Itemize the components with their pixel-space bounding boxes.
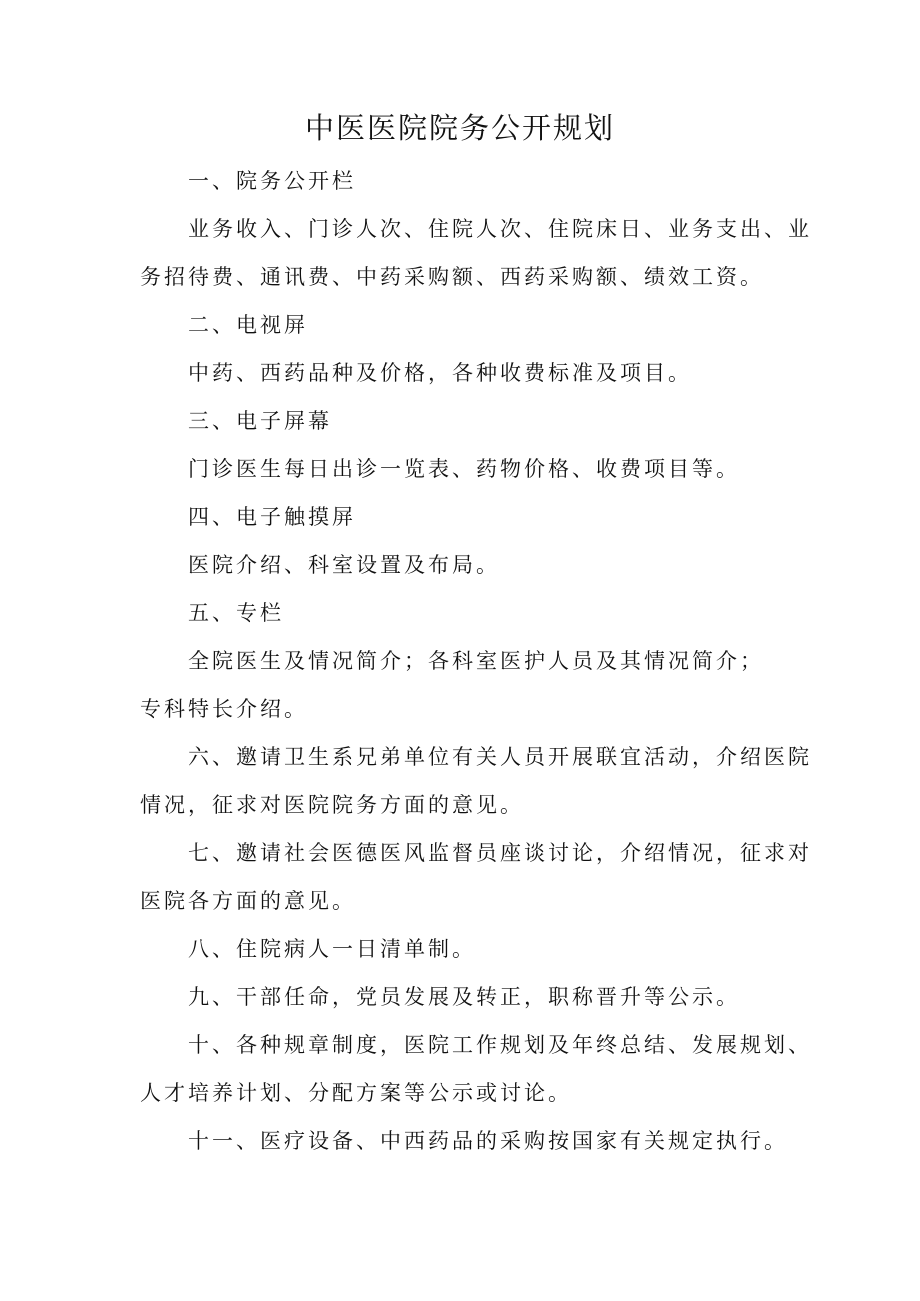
section-11-line: 十一、医疗设备、中西药品的采购按国家有关规定执行。 bbox=[188, 1129, 788, 1153]
section-3-heading: 三、电子屏幕 bbox=[188, 409, 332, 433]
section-5-heading: 五、专栏 bbox=[188, 601, 284, 625]
section-7-line-2: 医院各方面的意见。 bbox=[140, 889, 356, 913]
section-2-heading: 二、电视屏 bbox=[188, 313, 308, 337]
section-1-text-line-1: 业务收入、门诊人次、住院人次、住院床日、业务支出、业 bbox=[188, 217, 812, 241]
section-10-line-1: 十、各种规章制度，医院工作规划及年终总结、发展规划、 bbox=[188, 1033, 812, 1057]
section-5-text-line-1: 全院医生及情况简介；各科室医护人员及其情况简介； bbox=[188, 649, 764, 673]
section-4-text: 医院介绍、科室设置及布局。 bbox=[188, 553, 500, 577]
section-7-line-1: 七、邀请社会医德医风监督员座谈讨论，介绍情况，征求对 bbox=[188, 841, 812, 865]
section-8-line: 八、住院病人一日清单制。 bbox=[188, 937, 476, 961]
section-5-text-line-2: 专科特长介绍。 bbox=[140, 697, 308, 721]
section-2-text: 中药、西药品种及价格，各种收费标准及项目。 bbox=[188, 361, 692, 385]
section-3-text: 门诊医生每日出诊一览表、药物价格、收费项目等。 bbox=[188, 457, 740, 481]
section-4-heading: 四、电子触摸屏 bbox=[188, 505, 356, 529]
section-1-heading: 一、院务公开栏 bbox=[188, 169, 356, 193]
section-10-line-2: 人才培养计划、分配方案等公示或讨论。 bbox=[140, 1081, 572, 1105]
section-6-line-1: 六、邀请卫生系兄弟单位有关人员开展联宜活动，介绍医院 bbox=[188, 745, 812, 769]
section-1-text-line-2: 务招待费、通讯费、中药采购额、西药采购额、绩效工资。 bbox=[140, 265, 764, 289]
section-6-line-2: 情况，征求对医院院务方面的意见。 bbox=[140, 793, 524, 817]
section-9-line: 九、干部任命，党员发展及转正，职称晋升等公示。 bbox=[188, 985, 740, 1009]
document-title: 中医医院院务公开规划 bbox=[304, 111, 615, 145]
